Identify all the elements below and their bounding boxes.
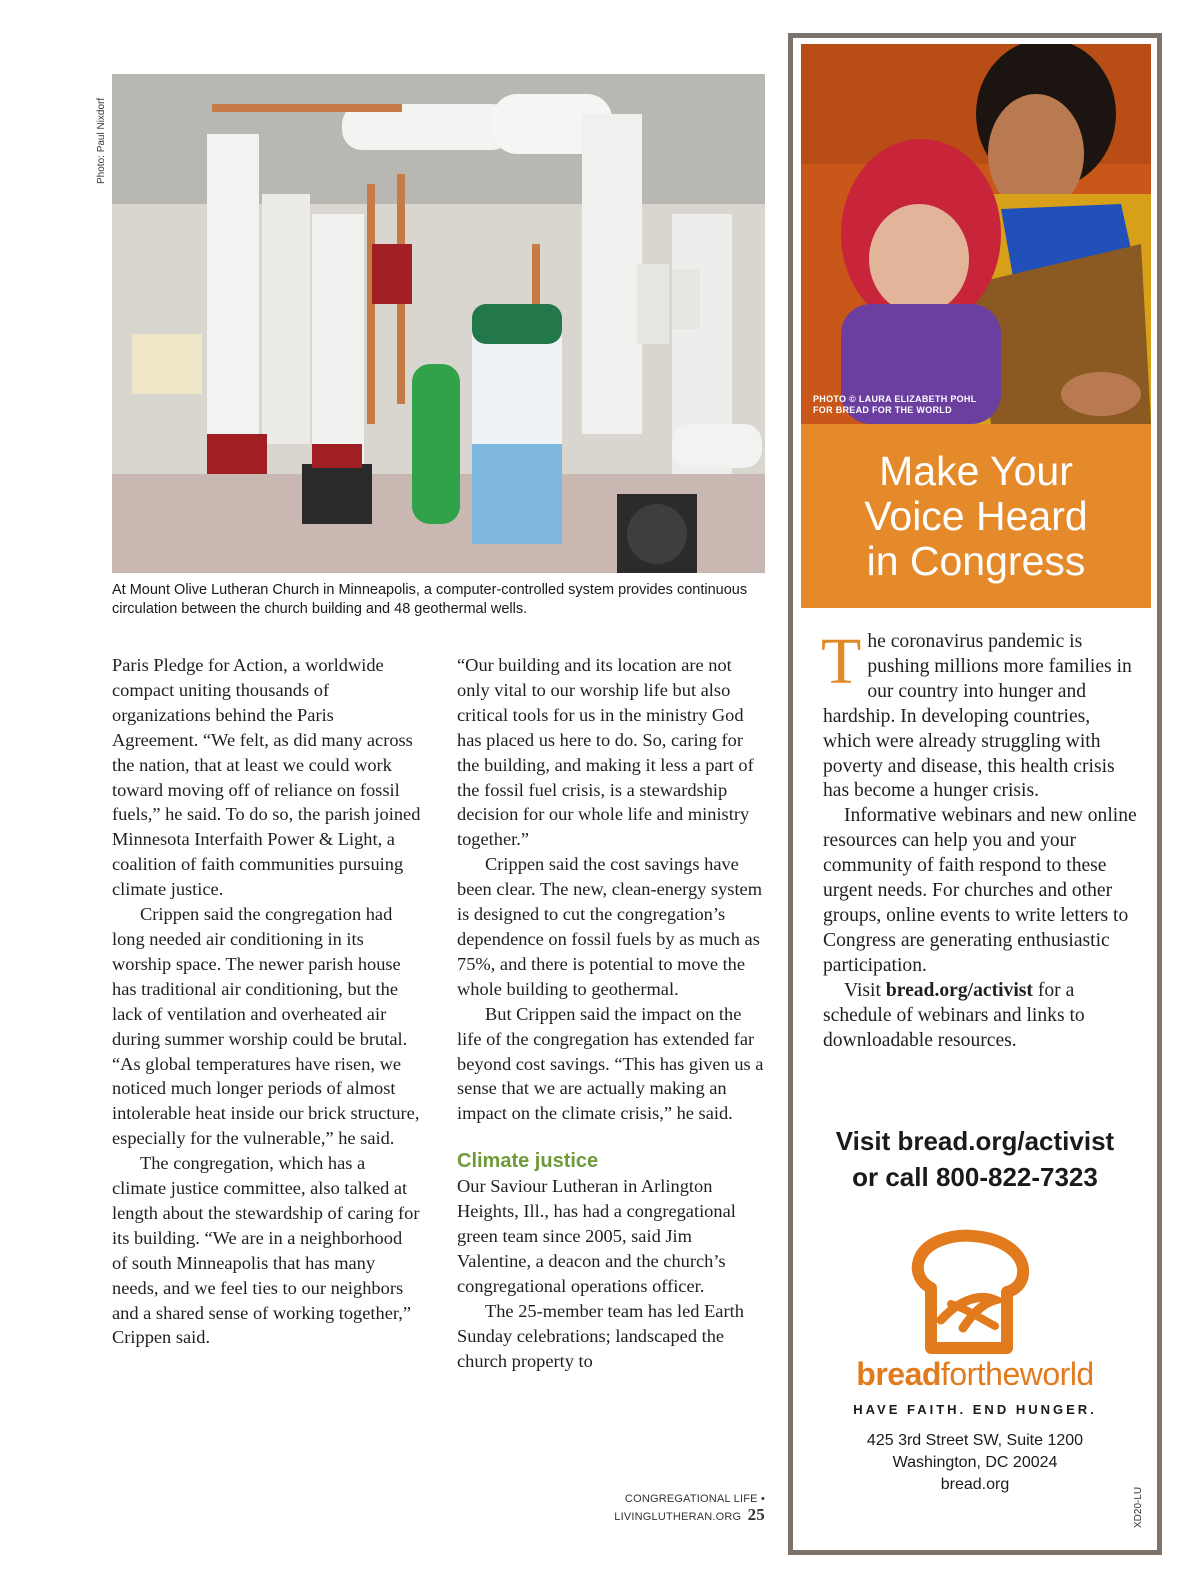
ad-brand-wordmark — [793, 1356, 1157, 1393]
ad-paragraph — [821, 625, 1141, 804]
ad-paragraph — [823, 979, 1141, 1054]
article-paragraph: Crippen said the congregation had long needed air conditioning in its worship space. The newer parish house has traditional air conditioning, but the lack of ventilation and overheated air during summer worship could be brutal. “As global temperatures have risen, we noticed much longer periods of almost intolerable heat inside our brick structure, especially for the vulnerable,” he said. — [112, 904, 420, 1149]
ad-headline — [864, 449, 1087, 584]
article-paragraph: The congregation, which has a climate justice committee, also talked at length about the stewardship of caring for its building. “We are in a neighborhood of south Minneapolis that has many needs, and we feel ties to our neighbors and a shared sense of working together,” Crippen said. — [112, 1153, 420, 1348]
article-paragraph: Crippen said the cost savings have been clear. The new, clean-energy system is designed to cut the congregation’s dependence on fossil fuels by as much as 75%, and there is potential to move the whole building to geothermal. — [457, 854, 763, 999]
ad-website[interactable]: bread.org — [940, 1476, 1010, 1493]
ad-cta-line: or call 800-822-7323 — [852, 1162, 1098, 1192]
ad-address-line: Washington, DC 20024 — [892, 1454, 1058, 1471]
photo-credit: Photo: Paul Nixdorf — [96, 97, 107, 184]
article-paragraph: Paris Pledge for Action, a worldwide compact uniting thousands of organizations behind the Paris Agreement. “We felt, as did many across the nation, that at least we could work toward moving off of reliance on fossil fuels,” he said. To do so, the parish joined Minnesota Interfaith Power & Light, a coalition of faith communities pursuing climate justice. — [112, 655, 421, 900]
ad-headline-banner — [801, 424, 1151, 608]
page-footer — [500, 1493, 765, 1525]
ad-call-to-action — [793, 1123, 1157, 1195]
ad-paragraph: Informative webinars and new online resources can help you and your community of faith respond to these urgent needs. For churches and other groups, online events to write letters to Congress are generating enthusiastic participation. — [823, 805, 1137, 976]
ad-headline-line: in Congress — [866, 537, 1086, 584]
page-number: 25 — [747, 1505, 765, 1524]
article-paragraph: But Crippen said the impact on the life of the congregation has extended far beyond cost savings. “This has given us a sense that we are actually making an impact on the climate crisis,” he said. — [457, 1003, 764, 1124]
ad-paragraph-text: for a schedule of webinars and links to downloadable resources. — [823, 979, 1085, 1051]
ad-address — [793, 1430, 1157, 1496]
ad-photo-credit — [813, 394, 1133, 416]
mother-child-photo — [801, 44, 1151, 424]
ad-paragraph-text: he coronavirus pandemic is pushing millions more families in our country into hunger and hardship. In developing countries, which were already struggling with poverty and disease, this health crisis has become a hunger crisis. — [823, 631, 1132, 802]
activist-link[interactable]: bread.org/activist — [885, 979, 1033, 1001]
ad-address-line: 425 3rd Street SW, Suite 1200 — [866, 1432, 1084, 1449]
ad-body-text — [821, 625, 1141, 1053]
article-column-1 — [112, 653, 422, 1350]
article-paragraph: “Our building and its location are not only vital to our worship life but also critical tools for us in the ministry God has placed us here to do. So, caring for the building, and making it less a part of the fossil fuel crisis, is a stewardship decision for our whole life and ministry together.” — [457, 655, 754, 850]
ad-paragraph-text: Visit — [844, 979, 886, 1001]
article-column-2 — [457, 653, 769, 1373]
ad-tagline: HAVE FAITH. END HUNGER. — [853, 1402, 1097, 1417]
drop-cap: T — [821, 625, 862, 698]
footer-text: CONGREGATIONAL LIFE • LIVINGLUTHERAN.ORG — [614, 1493, 765, 1523]
article-paragraph: The 25-member team has led Earth Sunday celebrations; landscaped the church property to — [457, 1300, 744, 1371]
bread-for-the-world-ad — [788, 33, 1162, 1555]
ad-cta-line: Visit bread.org/activist — [835, 1126, 1115, 1156]
brand-bold: bread — [856, 1356, 941, 1392]
ad-code: XD20-LU — [1133, 1486, 1144, 1528]
ad-headline-line: Make Your — [879, 447, 1073, 494]
article-paragraph: Our Saviour Lutheran in Arlington Heights, Ill., has had a congregational green team since 2005, said Jim Valentine, a deacon and the church’s congregational operations officer. — [457, 1176, 736, 1296]
geothermal-photo — [112, 74, 765, 573]
subhead-climate-justice: Climate justice — [457, 1150, 599, 1173]
brand-light: fortheworld — [940, 1356, 1094, 1392]
photo-caption: At Mount Olive Lutheran Church in Minneapolis, a computer-controlled system provides continuous circulation between the church building and 48 geothermal wells. — [112, 582, 748, 617]
ad-photo-credit-line: FOR BREAD FOR THE WORLD — [813, 405, 952, 415]
ad-photo-credit-line: PHOTO © LAURA ELIZABETH POHL — [813, 394, 977, 404]
bread-logo-icon — [911, 1228, 1031, 1358]
ad-headline-line: Voice Heard — [864, 492, 1088, 539]
